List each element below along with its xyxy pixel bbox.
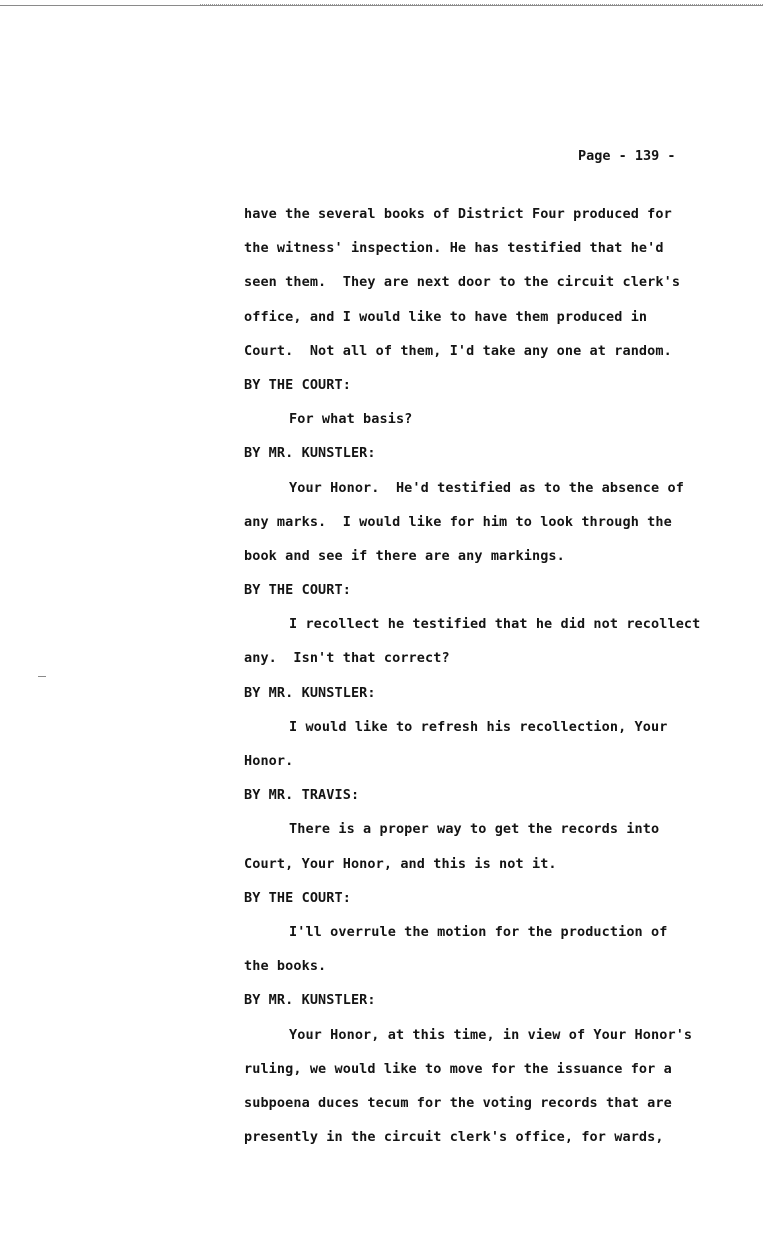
speaker-label: BY MR. KUNSTLER:	[244, 992, 376, 1009]
transcript-body	[244, 204, 754, 1161]
transcript-line: book and see if there are any markings.	[244, 547, 565, 564]
transcript-line: Court. Not all of them, I'd take any one at random.	[244, 342, 672, 359]
transcript-line: ruling, we would like to move for the issuance for a	[244, 1060, 672, 1077]
speaker-label: BY MR. KUNSTLER:	[244, 684, 376, 701]
transcript-line: Honor.	[244, 753, 294, 769]
transcript-line: subpoena duces tecum for the voting records that are	[244, 1094, 672, 1111]
margin-mark	[38, 676, 46, 677]
transcript-line: I recollect he testified that he did not recollect	[289, 616, 701, 633]
transcript-line: I'll overrule the motion for the production of	[289, 923, 668, 940]
speaker-label: BY MR. KUNSTLER:	[244, 445, 376, 462]
transcript-line: the books.	[244, 958, 327, 975]
top-dotted-rule	[200, 0, 763, 5]
transcript-line: have the several books of District Four produced for	[244, 206, 672, 222]
speaker-label: BY THE COURT:	[244, 376, 351, 393]
speaker-label: BY THE COURT:	[244, 582, 351, 599]
transcript-line: the witness' inspection. He has testified that he'd	[244, 240, 664, 257]
transcript-line: office, and I would like to have them produced in	[244, 308, 648, 325]
page-number-header: Page - 139 -	[578, 148, 676, 164]
top-page-rule	[0, 5, 763, 6]
transcript-line: seen them. They are next door to the circuit clerk's	[244, 274, 681, 291]
transcript-line: Your Honor. He'd testified as to the absence of	[289, 479, 684, 496]
transcript-line: I would like to refresh his recollection, Your	[289, 718, 668, 735]
speaker-label: BY THE COURT:	[244, 889, 351, 906]
transcript-line: Court, Your Honor, and this is not it.	[244, 855, 557, 872]
transcript-line: There is a proper way to get the records into	[289, 821, 660, 838]
transcript-line: presently in the circuit clerk's office, for wards,	[244, 1129, 664, 1146]
speaker-label: BY MR. TRAVIS:	[244, 787, 360, 804]
transcript-line: any. Isn't that correct?	[244, 650, 450, 667]
transcript-line: For what basis?	[289, 411, 413, 428]
transcript-line: Your Honor, at this time, in view of Your Honor's	[289, 1026, 693, 1043]
transcript-line: any marks. I would like for him to look through the	[244, 513, 672, 530]
